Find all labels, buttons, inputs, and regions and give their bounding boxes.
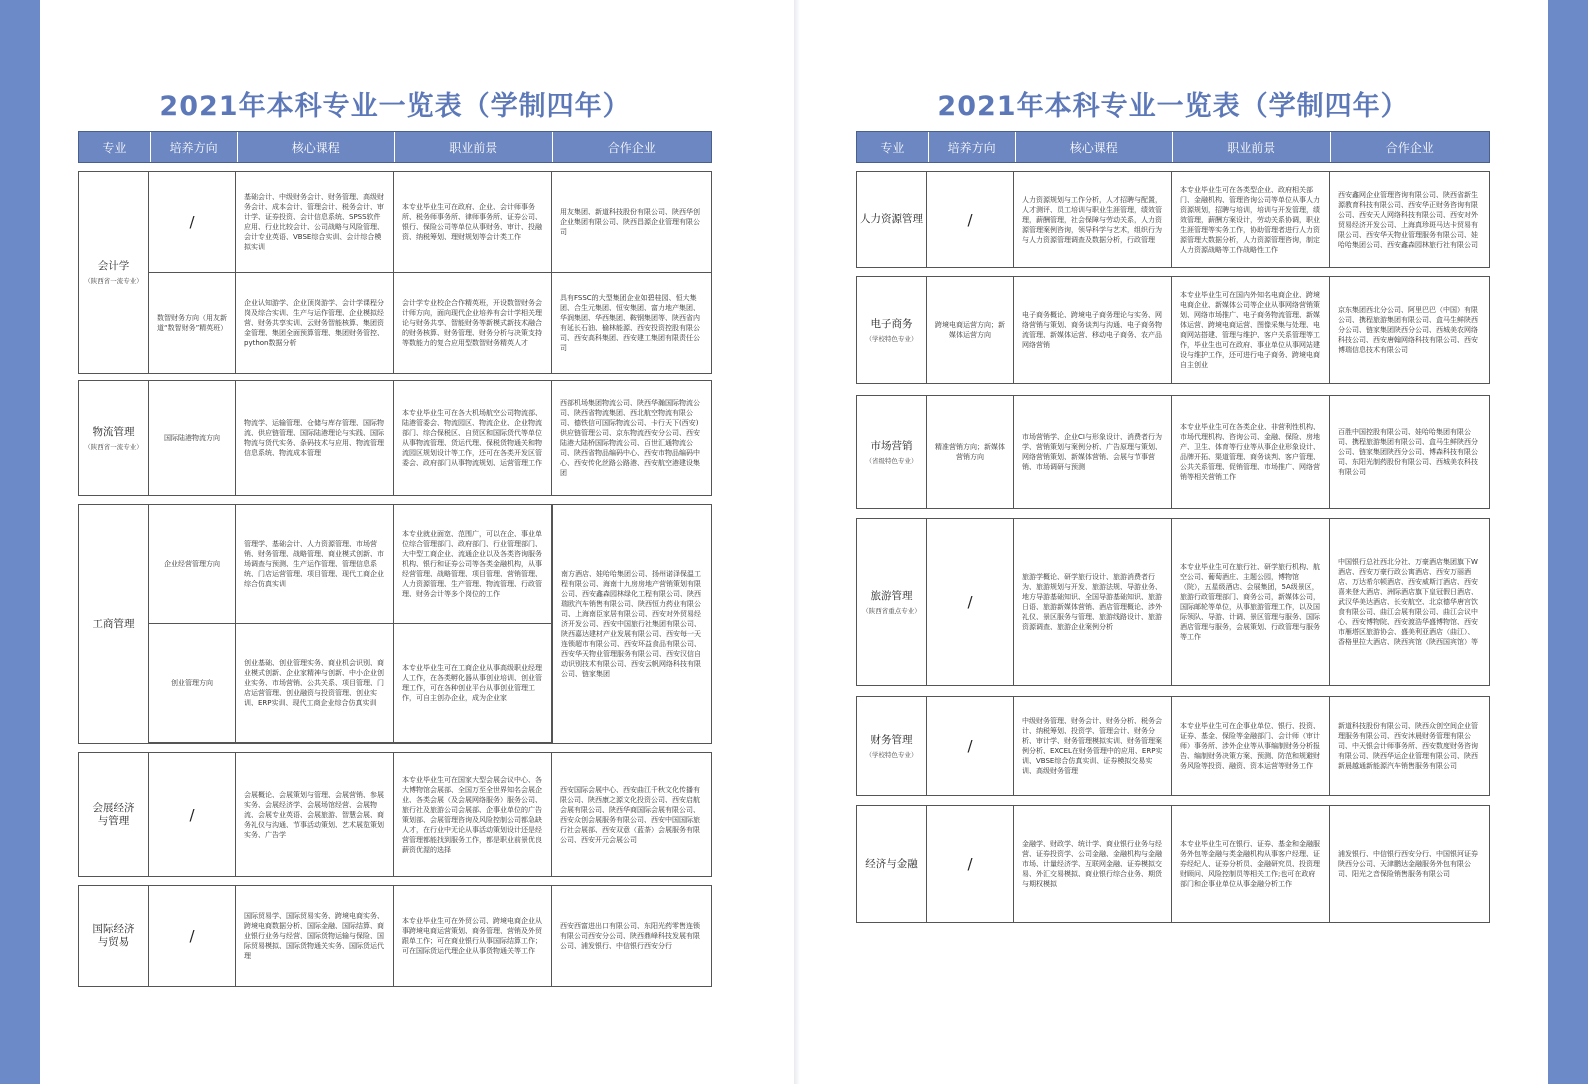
direction-cell: 国际陆港物流方向 — [149, 381, 236, 495]
major-cell — [79, 381, 149, 495]
major-block-accounting — [78, 171, 712, 374]
partners-cell: 浦发银行、中信银行西安分行、中国银河证券陕西分公司、天津鹏达金融服务外包有限公司、阳光之音保险销售服务有限公司 — [1338, 850, 1478, 878]
major-cell — [857, 277, 927, 383]
major-name: 电子商务 — [870, 317, 913, 330]
partners-cell: 西安鑫网企业管理咨询有限公司、陕西省新生源教育科技有限公司、西安华正财务咨询有限公司、西安天人网络科技有限公司、西安对外贸易经济开发公司、上海真珍斑马达卡贸易有限公司、西安华天物业管理服务有限公司、娃哈哈集团公司、西安鑫森园林旅行社有限公司 — [1338, 190, 1478, 249]
direction-cell: / — [149, 886, 236, 986]
courses-cell: 物流学、运输管理、仓储与库存管理、国际物流、供应链管理、国际陆港理论与实践、国际物流与货代实务、条码技术与应用、物流管理信息系统、物流成本管理 — [236, 381, 394, 495]
major-name: 工商管理 — [92, 617, 135, 630]
partners-cell: 新道科技股份有限公司、陕西众创空间企业管理服务有限公司、西安沐晨财务管理有限公司、中天银会计师事务所、西安数度财务咨询有限公司、陕西华运企业管理有限公司、陕西新晨越通新能源汽车销售服务有限公司 — [1338, 722, 1478, 770]
major-cell — [857, 697, 927, 795]
direction-cell: 企业经营管理方向 — [149, 505, 236, 623]
table-row — [927, 697, 1489, 795]
partners-cell: 用友集团、新道科技股份有限公司、陕西华创企业集团有限公司、陕西昌源企业管理有限公司 — [560, 208, 700, 236]
table-row — [927, 806, 1489, 922]
table-row — [149, 753, 711, 876]
major-block-hr — [856, 171, 1490, 268]
career-cell: 本专业毕业生可在工商企业从事高级职业经理人工作，在各类孵化器从事创业培训、创业管理工作，可在各种创业平台从事创业管理工作，可自主创办企业，成为企业家 — [394, 624, 552, 742]
major-block-trade — [78, 885, 712, 987]
direction-cell: / — [149, 753, 236, 876]
courses-cell: 国际贸易学、国际贸易实务、跨境电商实务、跨境电商数据分析、国际金融、国际结算、商业银行业务与经营、国际货物运输与保险、国际贸易模拟、国际货物通关实务、国际货运代理 — [236, 886, 394, 986]
direction-cell: / — [927, 172, 1014, 267]
major-tag: （陕西省一流专业） — [84, 442, 143, 451]
direction-cell: / — [927, 697, 1014, 795]
major-cell — [79, 505, 149, 743]
page-title: 2021年本科专业一览表（学制四年） — [159, 91, 631, 122]
major-tag: （学校特色专业） — [865, 750, 918, 759]
partners-cell: 西部机场集团物流公司、陕西华瀚国际物流公司、陕西省物流集团、西北航空物流有限公司、德铁信可国际物流公司、卡行天下(西安)供应链管理公司、京东物流西安分公司、西安陆港大陆桥国际物流公司、百世汇通物流公司、陕西省物品编码中心、西安市物品编码中心、西安传化丝路公路港、西安航空港建设集团 — [560, 399, 700, 477]
major-cell — [857, 519, 927, 685]
major-name: 会展经济与管理 — [92, 801, 135, 827]
major-name: 人力资源管理 — [860, 213, 923, 225]
courses-cell: 管理学、基础会计、人力资源管理、市场营销、财务管理、战略管理、商业模式创新、市场调查与预测、生产运作管理、管理信息系统、门店运营管理、项目管理、现代工商企业综合仿真实训 — [236, 505, 394, 623]
major-block-marketing — [856, 395, 1490, 509]
header-career: 职业前景 — [395, 132, 553, 162]
major-tag: （陕西省一流专业） — [84, 277, 143, 285]
major-block-logistics — [78, 380, 712, 496]
major-block-economics — [856, 805, 1490, 923]
major-name: 物流管理 — [92, 425, 135, 438]
major-name: 国际经济与贸易 — [92, 923, 135, 948]
major-name: 旅游管理 — [870, 589, 913, 602]
header-major: 专业 — [79, 132, 151, 162]
table-row — [149, 172, 711, 273]
direction-cell: 精准营销方向；新媒体营销方向 — [927, 396, 1014, 508]
table-header — [856, 131, 1490, 163]
table-row — [927, 396, 1489, 508]
career-cell: 本专业毕业生可在银行、证券、基金和金融服务外包等金融与类金融机构从事客户经理、证券经纪人、证券分析员、金融研究员、投资理财顾问、风险控制员等相关工作;也可在政府部门和企事业单位从事金融分析工作 — [1172, 806, 1330, 922]
page-gutter — [794, 0, 800, 1084]
major-name: 会计学 — [97, 260, 130, 272]
table-row — [927, 172, 1489, 267]
career-cell: 本专业毕业生可在政府、企业、会计师事务所、税务师事务所、律师事务所、证券公司、银行、保险公司等单位从事财务、审计、投融资、纳税筹划、理财规划等会计类工作 — [394, 172, 552, 272]
partners-cell: 京东集团西北分公司、阿里巴巴（中国）有限公司、携程旅游集团有限公司、盒马生鲜陕西分公司、链家集团陕西分公司、西城美农网络科技公司、西安唐翰网络科技有限公司、西安博瑞信息技术有限公司 — [1338, 306, 1478, 354]
major-name: 财务管理 — [870, 733, 913, 746]
career-cell: 本专业毕业生可在国家大型会展会议中心、各大博物馆会展部、全国万至全世界知名会展企业、各类会展（及会展网络服务）服务公司、旅行社及旅游公司会展部、企事业单位的广告策划部、会展管理咨询及风险控制公司都急缺人才，在行业中无论从事活动策划设计还是经营管理都能找到服务工作，都是职业前景优良薪资优渥的选择 — [394, 753, 552, 876]
courses-cell: 人力资源规划与工作分析，人才招聘与配置，人才测评、员工培训与职业生涯管理，绩效管理，薪酬管理，社会保障与劳动关系，人力资源管理案例咨询，领导科学与艺术，组织行为与人力资源管理调查及数据分析，行政管理 — [1014, 172, 1172, 267]
table-row — [149, 381, 711, 495]
major-cell — [79, 172, 149, 373]
career-cell: 本专业毕业生可在国内外知名电商企业、跨境电商企业、新媒体公司等企业从事网络营销策划、网络市场推广、电子商务物流管理、新媒体运营、跨境电商运营、图像采集与处理、电商网站搭建、管理与维护、客户关系管理等工作，毕业生也可在政府、事业单位从事网站建设与维护工作，还可进行电子商务、跨境电商自主创业 — [1172, 277, 1330, 383]
courses-cell: 会展概论、会展策划与管理、会展营销、参展实务、会展经济学、会展场馆经营、会展物流、会展专业英语、会展旅游、智慧会展、商务礼仪与沟通、节事活动策划、艺术展览策划实务、广告学 — [236, 753, 394, 876]
major-cell — [79, 886, 149, 986]
major-block-exhibition — [78, 752, 712, 877]
header-major: 专业 — [857, 132, 929, 162]
major-name: 市场营销 — [870, 439, 913, 452]
header-career: 职业前景 — [1173, 132, 1331, 162]
direction-cell: / — [927, 806, 1014, 922]
direction-cell: / — [927, 519, 1014, 685]
table-row — [927, 277, 1489, 383]
major-cell — [857, 396, 927, 508]
career-cell: 本专业毕业生可在各类型企业、政府相关部门、金融机构、管理咨询公司等单位从事人力资源规划，招聘与培训，培训与开发管理，绩效管理，薪酬方案设计，劳动关系协调，职业生涯管理等实务工作，协助管理者进行人力资源管理大数据分析，人力资源管理咨询，制定人力资源战略等工作战略性工作 — [1172, 172, 1330, 267]
major-block-business — [78, 504, 712, 744]
table-row — [927, 519, 1489, 685]
partners-cell: 西安西富进出口有限公司、东阳光药零售连锁有限公司西安分公司、陕西鼎峰科技发展有限公司、浦发银行、中信银行西安分行 — [560, 922, 700, 950]
header-direction: 培养方向 — [929, 132, 1016, 162]
direction-cell: 数智财务方向（用友新道“数智财务”精英班） — [149, 273, 236, 373]
major-tag: （省级特色专业） — [865, 456, 918, 465]
header-partners: 合作企业 — [1385, 140, 1434, 155]
partners-cell: 具有FSSC的大型集团企业如碧桂园、恒大集团、合生元集团、恒安集团、富力地产集团、华润集团、华西集团、鞍钢集团等、陕西省内有延长石油、榆林能源、西安投资控股有限公司、西安高科集团、西安建工集团有限责任公司 — [560, 294, 700, 352]
career-cell: 会计学专业校企合作精英班，开设数智财务会计师方向，面向现代企业培养有会计学相关理论与财务共享、智能财务等新模式新技术融合的财务核算、财务管理、财务分析与决策支持等数能力的复合应用型数智财务精英人才 — [394, 273, 552, 373]
courses-cell: 企业认知游学、企业顶岗游学、会计学课程分岗及综合实训、生产与运作管理、企业模拟经营、财务共享实训、云财务智能核算、集团资金管理、集团全面预算管理、集团财务管控、python数据分析 — [236, 273, 394, 373]
partners-cell: 百胜中国控股有限公司、娃哈哈集团有限公司、携程旅游集团有限公司、盒马生鲜陕西分公司、链家集团陕西分公司、博森科技有限公司、东阳光制药股份有限公司、西城美农科技有限公司 — [1338, 428, 1478, 476]
career-cell: 本专业毕业生可在企事业单位、银行、投资、证券、基金、保险等金融部门、会计师（审计师）事务所、涉外企业等从事编制财务分析报告、编制财务决策方案、预测、防范和规避财务风险等投资、融资、资本运营等财务工作 — [1172, 697, 1330, 795]
direction-cell: 创业管理方向 — [149, 624, 236, 742]
partners-cell: 南方酒店、娃哈哈集团公司、扬州诺泽保温工程有限公司、海南十九房房地产营销策划有限公司、西安鑫森园林绿化工程有限公司、陕西瑞欧汽车销售有限公司、陕西恒力药业有限公司、上海南臣家居有限公司、西安对外贸易经济开发公司、西安中国旅行社集团有限公司、陕西嘉达建材产业发展有限公司、西安每一天连锁超市有限公司、西安环益食品有限公司、西安华天物业管理服务有限公司、西安汉信自动识别技术有限公司、西安云帆网络科技有限公司、链家集团 — [552, 505, 711, 743]
partners-cell: 西安国际会展中心、西安曲江千秋文化传播有限公司、陕西康之源文化投资公司、西安启航会展有限公司、陕西华商国际会展有限公司、西安众创会展服务有限公司、西安中国国际旅行社会展部、西安双意（蓝荼）会展服务有限公司、西安开元会展公司 — [560, 785, 700, 844]
career-cell: 本专业就业面宽、范围广，可以在企、事业单位综合管理部门、政府部门、行业管理部门、大中型工商企业、流通企业以及各类咨询服务机构、银行和证券公司等各类金融机构，从事经营管理、战略管理、项目管理、营销管理、人力资源管理、生产管理、物流管理、行政管理、财务会计等多个岗位的工作 — [394, 505, 552, 623]
major-block-finance — [856, 696, 1490, 796]
header-courses: 核心课程 — [1016, 132, 1174, 162]
header-courses: 核心课程 — [238, 132, 396, 162]
header-partners: 合作企业 — [607, 140, 656, 155]
major-block-tourism — [856, 518, 1490, 686]
major-cell — [857, 172, 927, 267]
courses-cell: 创业基础、创业管理实务、商业机会识别、商业模式创新、企业家精神与创新、中小企业创业实务、市场营销、公共关系、项目管理、门店运营管理、创业融资与投资管理、创业实训、ERP实训、现代工商企业综合仿真实训 — [236, 624, 394, 742]
courses-cell: 电子商务概论、跨境电子商务理论与实务、网络营销与策划、商务谈判与沟通、电子商务物流管理、新媒体运营、移动电子商务、农产品网络营销 — [1014, 277, 1172, 383]
career-cell: 本专业毕业生可在各类企业、非营利性机构、市场代理机构、咨询公司、金融、保险、房地产、卫生、体育等行业等从事企业形象设计、品牌开拓、渠道管理、商务谈判、客户管理、公共关系管理、促销管理、市场推广、网络营销等相关营销工作 — [1172, 396, 1330, 508]
table-header — [78, 131, 712, 163]
major-cell — [857, 806, 927, 922]
major-name: 经济与金融 — [865, 857, 918, 870]
career-cell: 本专业毕业生可在外贸公司、跨境电商企业从事跨境电商运营策划、商务管理、营销及外贸跟单工作；可在商业银行从事国际结算工作；可在国际货运代理企业从事货物通关等工作 — [394, 886, 552, 986]
career-cell: 本专业毕业生可在各大机场航空公司物流部、陆港管委会、物流园区、物流企业、企业物流部门、综合保税区、自贸区和国际货代等单位从事物流管理、货运代理、保税货物通关和物流园区规划设计等工作，还可在各类开发区管委会、政府部门从事物流规划、运营管理工作 — [394, 381, 552, 495]
career-cell: 本专业毕业生可在旅行社、研学旅行机构、航空公司、葡萄酒庄、主题公园，博物馆（院），五星级酒店、会展集团，5A级景区，旅游行政管理部门、商务公司，新媒体公司，国际邮轮等单位，从事旅游管理工作，以及国际领队、导游、计调、景区管理与服务、国际酒店管理与服务，会展策划、行政管理与服务等工作 — [1172, 519, 1330, 685]
page-title: 2021年本科专业一览表（学制四年） — [937, 91, 1409, 122]
courses-cell: 市场营销学、企业CI与形象设计、消费者行为学、营销策划与案例分析、广告原理与策划、网络营销策划、新媒体营销、会展与节事营销、市场调研与预测 — [1014, 396, 1172, 508]
courses-cell: 基础会计、中级财务会计、财务管理、高级财务会计、成本会计、管理会计、税务会计、审计学、证券投资、会计信息系统、SPSS软件应用、行业比较会计、公司战略与风险管理、会计专业英语、VBSE综合实训、会计综合模拟实训 — [236, 172, 394, 272]
table-row — [149, 273, 711, 373]
direction-cell: 跨境电商运营方向；新媒体运营方向 — [927, 277, 1014, 383]
direction-cell: / — [149, 172, 236, 272]
header-direction: 培养方向 — [151, 132, 238, 162]
courses-cell: 中级财务管理、财务会计、财务分析、税务会计、纳税筹划、投资学、管理会计、财务分析、审计学、财务管理模拟实训、财务管理案例分析、EXCEL在财务管理中的应用、ERP实训、VBSE综合仿真实训、证券模拟交易实训、高级财务管理 — [1014, 697, 1172, 795]
table-row — [149, 886, 711, 986]
major-tag: （陕西省重点专业） — [862, 606, 921, 615]
courses-cell: 旅游学概论、研学旅行设计、旅游消费者行为、旅游规划与开发、旅游法规、导游业务、地方导游基础知识、全国导游基础知识、旅游日语、旅游新媒体营销、酒店管理概论、涉外礼仪、景区服务与管理、旅游线路设计、旅游资源调查、旅游企业案例分析 — [1014, 519, 1172, 685]
major-tag: （学校特色专业） — [865, 334, 918, 343]
major-cell — [79, 753, 149, 876]
courses-cell: 金融学、财政学、统计学、商业银行业务与经营、证券投资学、公司金融、金融机构与金融市场、计量经济学、互联网金融、证券模拟交易、外汇交易模拟、商业银行综合业务、期货与期权模拟 — [1014, 806, 1172, 922]
major-block-ecommerce — [856, 276, 1490, 384]
partners-cell: 中国银行总社西北分社、万豪酒店集团旗下W酒店、西安万豪行政公寓酒店、西安万丽酒店、万达希尔顿酒店、西安威斯汀酒店、西安喜来登大酒店、洲际酒店旗下皇冠假日酒店、武汉华美达酒店、长安航空、北京德华唐宫饮食有限公司、曲江会展有限公司、曲江会议中心、西安博物院、西安渡浩华盛博物馆、西安市雁塔区旅游协会、盛美利亚酒店（曲江）、香格里拉大酒店、陕西宾馆（陕西国宾馆）等 — [1338, 558, 1478, 646]
